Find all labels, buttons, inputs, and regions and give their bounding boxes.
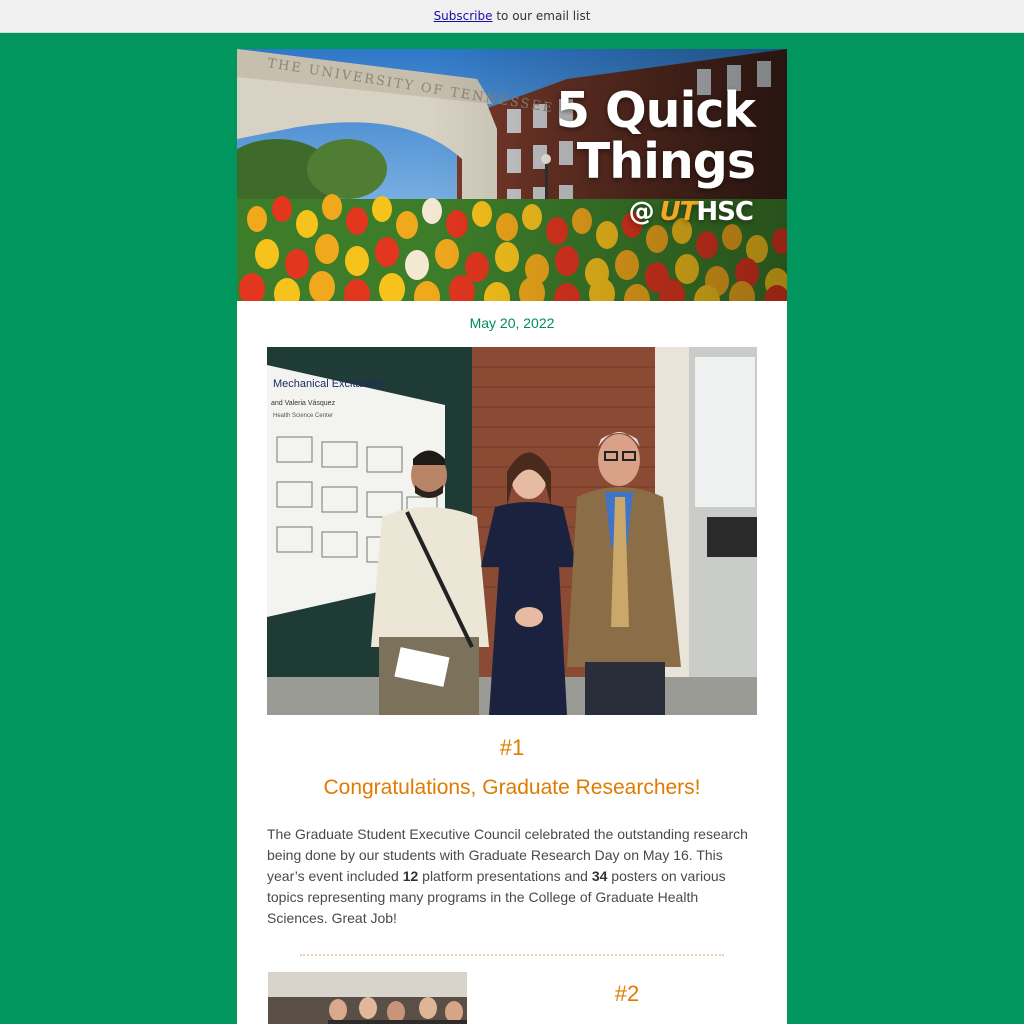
newsletter-date: May 20, 2022: [469, 315, 555, 331]
poster-subtitle: and Valeria Vásquez: [271, 400, 336, 407]
hero-banner: [237, 49, 787, 301]
platform-count: 12: [402, 868, 419, 884]
subscribe-link[interactable]: Subscribe: [433, 9, 493, 23]
logo-ut: UT: [659, 197, 697, 227]
item2-thumbnail-image: [268, 972, 467, 1024]
newsletter-card: [237, 49, 787, 1024]
poster-affiliation: Health Science Center: [273, 413, 334, 419]
poster-count: 34: [591, 868, 608, 884]
subscribe-bar: [0, 0, 1024, 33]
logo-at: @: [628, 197, 654, 227]
subscribe-suffix: to our email list: [492, 9, 591, 23]
hero-title: [555, 82, 755, 190]
item1-text-part1: The Graduate Student Executive Council celebrated the outstanding research being done by our students with Graduate Research Day on May 16. This year’s event included: [267, 826, 748, 884]
poster-title: Mechanical Excitability: [273, 378, 384, 390]
researchers-photo[interactable]: [267, 347, 757, 715]
section-divider: [300, 954, 724, 956]
item1-headline[interactable]: Congratulations, Graduate Researchers!: [323, 776, 701, 799]
hero-title-line2: Things: [576, 133, 755, 190]
uthsc-logo: [629, 197, 753, 227]
item1-number: #1: [499, 735, 525, 760]
item1-body: [267, 824, 757, 929]
logo-hsc: HSC: [696, 197, 753, 227]
item1-text-part3: posters on various topics representing many programs in the College of Graduate Health Sciences. Great Job!: [267, 868, 726, 926]
item2-thumbnail[interactable]: [268, 972, 467, 1024]
hero-title-line1: 5 Quick: [555, 82, 755, 139]
item1-text-part2: platform presentations and: [418, 868, 592, 884]
item2-number: #2: [614, 981, 640, 1006]
researchers-photo-image: [267, 347, 757, 715]
